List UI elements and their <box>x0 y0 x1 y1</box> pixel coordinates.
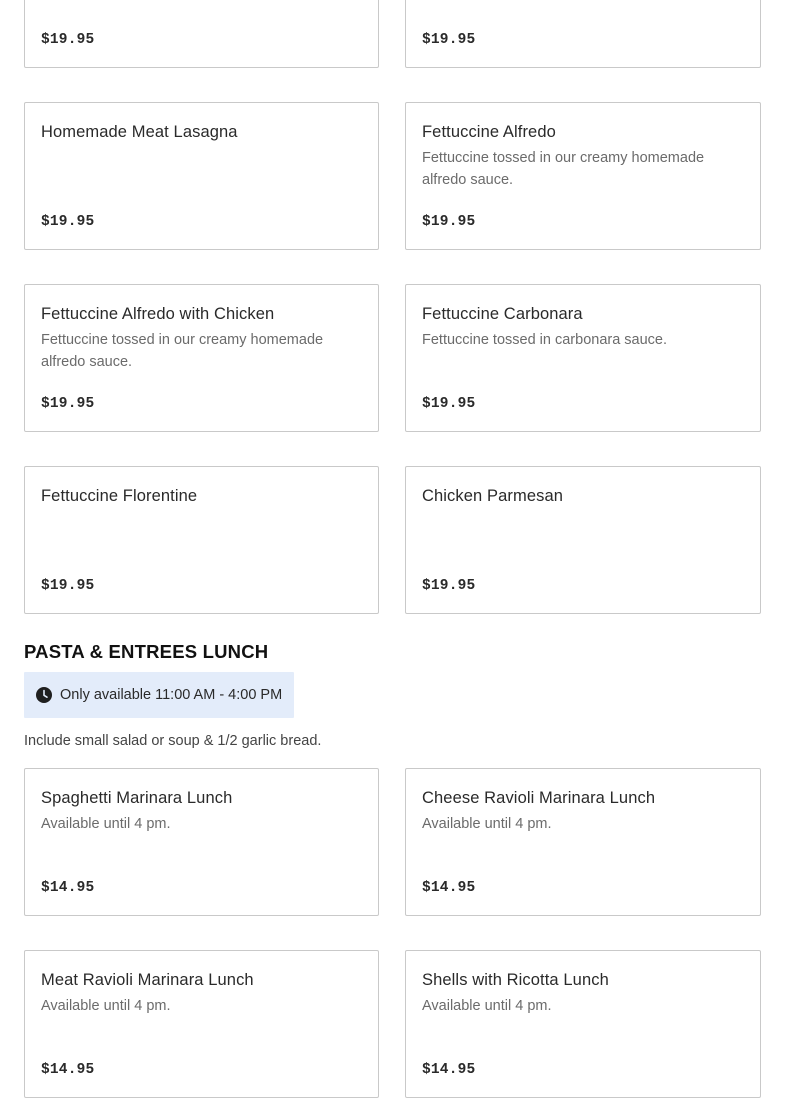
item-price: $14.95 <box>422 880 476 896</box>
menu-item-card[interactable] <box>24 284 379 432</box>
item-price: $19.95 <box>422 578 476 594</box>
item-description: Available until 4 pm. <box>422 816 552 832</box>
menu-item-card[interactable] <box>24 102 379 250</box>
menu-item-card[interactable] <box>405 284 761 432</box>
item-name: Meat Ravioli Marinara Lunch <box>41 971 254 989</box>
item-name: Fettuccine Alfredo <box>422 123 556 141</box>
menu-item-card[interactable] <box>405 0 761 68</box>
item-name: Fettuccine Alfredo with Chicken <box>41 305 275 323</box>
item-description: Available until 4 pm. <box>41 816 171 832</box>
menu-item-card[interactable] <box>405 950 761 1098</box>
item-description: Fettuccine tossed in our creamy homemade alfredo sauce. <box>41 332 324 370</box>
item-price: $14.95 <box>422 1062 476 1078</box>
item-name: Spaghetti Marinara Lunch <box>41 789 233 807</box>
availability-text: Only available 11:00 AM - 4:00 PM <box>60 687 283 703</box>
item-price: $19.95 <box>422 214 476 230</box>
item-price: $19.95 <box>422 32 476 48</box>
menu-item-card[interactable] <box>24 768 379 916</box>
menu-item-card[interactable] <box>405 102 761 250</box>
section-title: PASTA & ENTREES LUNCH <box>24 641 269 662</box>
item-description: Fettuccine tossed in our creamy homemade alfredo sauce. <box>422 150 705 188</box>
item-name: Fettuccine Florentine <box>41 487 198 505</box>
item-price: $14.95 <box>41 880 95 896</box>
menu-item-card[interactable] <box>405 768 761 916</box>
item-price: $19.95 <box>422 396 476 412</box>
menu-item-card[interactable] <box>24 950 379 1098</box>
item-price: $19.95 <box>41 578 95 594</box>
menu-item-card[interactable] <box>24 466 379 614</box>
item-description: Fettuccine tossed in carbonara sauce. <box>422 332 668 348</box>
item-name: Cheese Ravioli Marinara Lunch <box>422 789 656 807</box>
menu-item-card[interactable] <box>405 466 761 614</box>
clock-icon <box>36 687 52 703</box>
item-price: $19.95 <box>41 396 95 412</box>
item-price: $19.95 <box>41 214 95 230</box>
item-description: Available until 4 pm. <box>41 998 171 1014</box>
menu-item-card[interactable] <box>24 0 379 68</box>
availability-banner <box>24 672 294 718</box>
item-price: $14.95 <box>41 1062 95 1078</box>
item-price: $19.95 <box>41 32 95 48</box>
item-description: Available until 4 pm. <box>422 998 552 1014</box>
section-description: Include small salad or soup & 1/2 garlic bread. <box>24 733 322 749</box>
item-name: Chicken Parmesan <box>422 487 563 505</box>
item-name: Homemade Meat Lasagna <box>41 123 238 141</box>
item-name: Shells with Ricotta Lunch <box>422 971 609 989</box>
item-name: Fettuccine Carbonara <box>422 305 583 323</box>
